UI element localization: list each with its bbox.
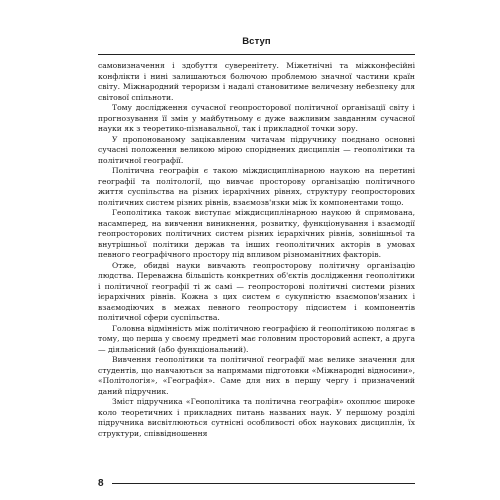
paragraph: У пропонованому зацікавленим читачам підручнику поєднано основні сучасні положення великою мірою споріднених дисциплін — геополітики та політичної географії. <box>98 134 415 165</box>
page-number: 8 <box>98 478 104 489</box>
document-page <box>98 30 415 490</box>
paragraph: Отже, обидві науки вивчають геопросторову політичну організацію людства. Переважна більшість конкретних об'єктів дослідження геополітики і політичної географії ті ж самі — геопросторові політичні системи різних ієрархічних рівнів. Кожна з цих систем є сукупністю взаємопов'язаних і взаємодіючих в межах певного геопростору підсистем і компонентів політичної сфери суспільства. <box>98 260 415 322</box>
paragraph: Геополітика також виступає міждисциплінарною наукою й спрямована, насамперед, на вивчення виникнення, розвитку, функціонування і взаємодії геопросторових політичних систем різних ієрархічних рівнів, зовнішньої та внутрішньої політики держав та інших геополітичних акторів в умовах певного географічного простору під впливом різноманітних факторів. <box>98 208 415 259</box>
paragraph: Політична географія є такою міждисциплінарною наукою на перетині географії та політології, що вивчає просторову організацію політичного життя суспільства на різних ієрархічних рівнях, структуру геопросторових політичних систем різних рівнів, взаємозв'язки між їх компонентами тощо. <box>98 166 415 207</box>
paragraph: Тому дослідження сучасної геопросторової політичної організації світу і прогнозування її змін у майбутньому є дуже важливим завданням сучасної науки як з теоретико-пізнавальної, так і прикладної точки зору. <box>98 103 415 133</box>
paragraph: Вивчення геополітики та політичної географії має велике значення для студентів, що навчаються за напрямами підготовки «Міжнародні відносини», «Політологія», «Географія». Саме для них в першу чергу і призначений даний підручник. <box>98 355 415 396</box>
paragraph: Головна відмінність між політичною географією й геополітикою полягає в тому, що перша у своєму предметі має головним просторовий аспект, а друга — діяльнісний (або функціональний). <box>98 323 415 354</box>
paragraph: самовизначення і здобуття суверенітету. Міжетнічні та міжконфесійні конфлікти і нині залишаються болючою проблемою значної частини країн світу. Міжнародний тероризм і надалі становитиме величезну небезпеку для світової спільноти. <box>98 61 415 102</box>
footer-rule <box>112 483 415 484</box>
page-footer <box>98 474 415 490</box>
chapter-title: Вступ <box>242 36 271 47</box>
page-header <box>98 30 415 55</box>
body-text <box>98 61 415 439</box>
paragraph: Зміст підручника «Геополітика та політична географія» охоплює широке коло теоретичних і прикладних питань названих наук. У першому розділі підручника висвітлюються сутнісні особливості обох наукових дисциплін, їх структури, співвідношення <box>98 397 415 438</box>
